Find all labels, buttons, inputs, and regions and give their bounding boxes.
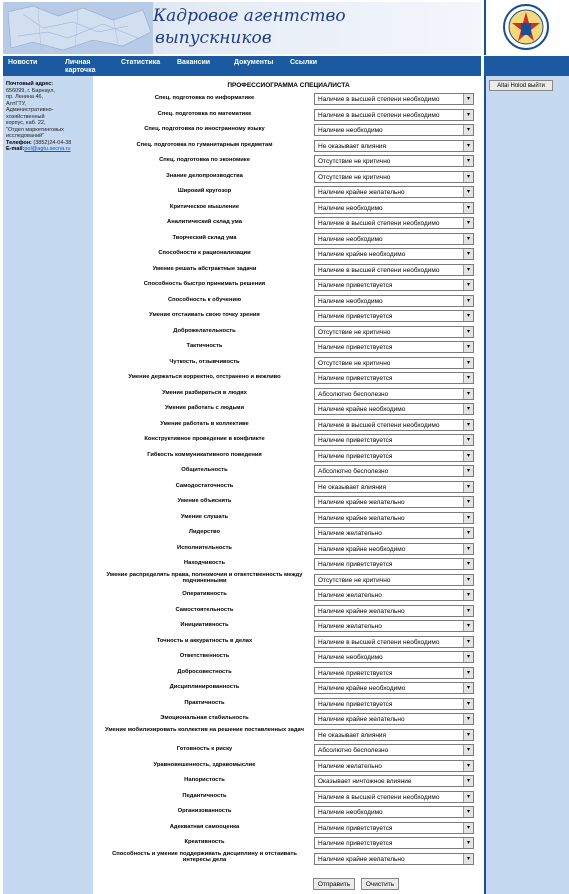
select-value: Наличие приветствуется xyxy=(318,700,393,708)
select-value: Наличие приветствуется xyxy=(318,282,393,289)
select-value: Абсолютно бесполезно xyxy=(318,390,389,398)
address-heading: Почтовый адрес: xyxy=(6,81,54,87)
select-value: Наличие крайне желательно xyxy=(318,607,405,615)
rating-select[interactable] xyxy=(314,93,474,105)
rating-select[interactable] xyxy=(314,605,474,617)
row-label: Широкий кругозор xyxy=(177,188,232,194)
form-row xyxy=(93,139,484,154)
rating-select[interactable] xyxy=(314,202,474,214)
rating-select[interactable] xyxy=(314,403,474,415)
form-row xyxy=(93,852,484,867)
row-label: Способность к обучению xyxy=(167,296,242,303)
select-value: Наличие приветствуется xyxy=(318,669,393,677)
chevron-down-icon[interactable]: ▾ xyxy=(463,683,473,693)
select-value: Наличие желательно xyxy=(318,592,382,599)
row-label: Спец. подготовка по информатике xyxy=(154,95,255,101)
form-row xyxy=(93,573,484,588)
select-value: Наличие необходимо xyxy=(318,297,383,305)
row-label: Самодостаточность xyxy=(175,482,234,489)
row-label: Умение слушать xyxy=(180,513,229,520)
form-row xyxy=(93,201,484,216)
rating-select[interactable] xyxy=(314,682,474,694)
select-value: Наличие приветствуется xyxy=(318,824,393,832)
form-row xyxy=(93,542,484,557)
form-row xyxy=(93,108,484,123)
address-line: пр. Ленина 46, xyxy=(6,94,44,100)
rating-select[interactable] xyxy=(314,729,474,741)
row-label: Спец. подготовка по экономике xyxy=(159,157,250,163)
form-row xyxy=(93,526,484,541)
rating-select[interactable] xyxy=(314,357,474,369)
chevron-down-icon[interactable]: ▾ xyxy=(463,513,473,523)
rating-select[interactable] xyxy=(314,388,474,400)
row-label: Способность быстро принимать решения xyxy=(143,281,266,287)
select-value: Не оказывает влияния xyxy=(318,142,387,150)
form-row xyxy=(93,433,484,448)
rating-select[interactable] xyxy=(314,713,474,725)
row-label: Умение объяснять xyxy=(177,498,232,504)
chevron-down-icon[interactable]: ▾ xyxy=(463,807,473,817)
form-row xyxy=(93,247,484,262)
row-label: Гибкость коммуникативного поведения xyxy=(147,451,262,458)
form-row xyxy=(93,340,484,355)
email-label: E-mail: xyxy=(6,146,25,152)
chevron-down-icon[interactable]: ▾ xyxy=(463,311,473,321)
address-line: Административно- xyxy=(6,107,54,113)
select-value: Не оказывает влияния xyxy=(318,731,387,739)
rating-select[interactable] xyxy=(314,155,474,167)
sidebar xyxy=(3,76,93,894)
address-line: хозяйственный xyxy=(6,113,45,120)
form-row xyxy=(93,495,484,510)
row-label: Спец. подготовка по математике xyxy=(157,110,252,117)
rating-select[interactable] xyxy=(314,124,474,136)
email-link[interactable]: pol@agtu.secna.ru xyxy=(24,146,71,152)
form-row xyxy=(93,805,484,820)
row-label: Умение решать абстрактные задачи xyxy=(152,265,257,272)
select-value: Наличие приветствуется xyxy=(318,437,393,444)
row-label: Чуткость, отзывчивость xyxy=(169,358,240,365)
row-label: Точность и аккуратность в делах xyxy=(156,637,253,644)
chevron-down-icon[interactable]: ▾ xyxy=(463,218,473,228)
chevron-down-icon[interactable]: ▾ xyxy=(463,559,473,569)
chevron-down-icon[interactable]: ▾ xyxy=(463,110,473,120)
select-value: Отсутствие не критично xyxy=(318,359,391,367)
chevron-down-icon[interactable]: ▾ xyxy=(463,203,473,213)
header xyxy=(0,0,569,55)
select-value: Абсолютно бесполезно xyxy=(318,747,389,754)
phone-label: Телефон: xyxy=(6,139,32,146)
chevron-down-icon[interactable]: ▾ xyxy=(463,544,473,554)
select-value: Наличие приветствуется xyxy=(318,840,393,847)
select-value: Наличие необходимо xyxy=(318,654,383,661)
row-label: Добросовестность xyxy=(177,668,232,675)
select-value: Наличие крайне необходимо xyxy=(318,545,406,553)
rating-select[interactable] xyxy=(314,372,474,384)
rating-select[interactable] xyxy=(314,496,474,508)
chevron-down-icon[interactable]: ▾ xyxy=(463,358,473,368)
select-value: Оказывает ничтожное влияние xyxy=(318,778,412,785)
row-label: Эмоциональная стабильность xyxy=(160,715,249,721)
rating-select[interactable] xyxy=(314,341,474,353)
chevron-down-icon[interactable]: ▾ xyxy=(463,730,473,740)
form-row xyxy=(93,449,484,464)
form-row xyxy=(93,635,484,650)
rating-select[interactable] xyxy=(314,853,474,865)
chevron-down-icon[interactable]: ▾ xyxy=(463,156,473,166)
select-value: Абсолютно бесполезно xyxy=(318,468,389,475)
form-row xyxy=(93,743,484,758)
chevron-down-icon[interactable]: ▾ xyxy=(463,94,473,104)
rating-select[interactable] xyxy=(314,295,474,307)
select-value: Наличие крайне желательно xyxy=(318,855,405,863)
select-value: Наличие крайне желательно xyxy=(318,499,405,506)
form-row xyxy=(93,325,484,340)
chevron-down-icon[interactable]: ▾ xyxy=(463,389,473,399)
row-label: Способность и умение поддерживать дисциплину и отстаивать интересы дела xyxy=(112,850,297,863)
rating-select[interactable] xyxy=(314,248,474,260)
chevron-down-icon[interactable]: ▾ xyxy=(463,280,473,290)
row-label: Знание делопроизводства xyxy=(166,172,243,179)
chevron-down-icon[interactable]: ▾ xyxy=(463,141,473,151)
address-line: АлтГТУ, xyxy=(6,100,27,107)
row-label: Креативность xyxy=(184,839,225,845)
row-label: Умение держаться корректно, отстранено и вежливо xyxy=(128,374,281,380)
select-value: Наличие приветствуется xyxy=(318,561,393,568)
site-title xyxy=(153,5,346,49)
select-value: Наличие крайне необходимо xyxy=(318,406,406,413)
form-row xyxy=(93,123,484,138)
address-line: 656099, г. Барнаул, xyxy=(6,87,55,94)
rating-select[interactable] xyxy=(314,419,474,431)
select-value: Наличие желательно xyxy=(318,623,382,630)
form-row xyxy=(93,464,484,479)
chevron-down-icon[interactable]: ▾ xyxy=(463,776,473,786)
select-value: Наличие приветствуется xyxy=(318,344,393,351)
row-label: Напористость xyxy=(184,777,225,783)
chevron-down-icon[interactable]: ▾ xyxy=(463,699,473,709)
form-row xyxy=(93,309,484,324)
form-row xyxy=(93,371,484,386)
row-label: Спец. подготовка по иностранному языку xyxy=(144,126,265,132)
row-label: Ответственность xyxy=(179,653,230,659)
form-title: ПРОФЕССИОГРАММА СПЕЦИАЛИСТА xyxy=(227,82,350,89)
row-label: Общительность xyxy=(181,467,228,473)
form-row xyxy=(93,836,484,851)
user-panel xyxy=(484,76,569,894)
select-value: Отсутствие не критично xyxy=(318,158,391,165)
row-label: Умение работать с людьми xyxy=(164,405,245,411)
row-label: Тактичность xyxy=(186,343,223,349)
rating-select[interactable] xyxy=(314,217,474,229)
nav-item-vacancies[interactable]: Вакансии xyxy=(177,59,211,66)
rating-select[interactable] xyxy=(314,589,474,601)
profile-form xyxy=(93,76,484,894)
form-row xyxy=(93,402,484,417)
select-value: Наличие в высшей степени необходимо xyxy=(318,638,440,646)
chevron-down-icon[interactable]: ▾ xyxy=(463,234,473,244)
select-value: Наличие в высшей степени необходимо xyxy=(318,266,440,274)
rating-select[interactable] xyxy=(314,434,474,446)
chevron-down-icon[interactable]: ▾ xyxy=(463,714,473,724)
row-label: Аналитический склад ума xyxy=(167,219,242,225)
rating-select[interactable] xyxy=(314,310,474,322)
select-value: Наличие необходимо xyxy=(318,204,383,212)
row-label: Педантичность xyxy=(182,792,227,799)
select-value: Наличие необходимо xyxy=(318,235,383,243)
rating-select[interactable] xyxy=(314,667,474,679)
chevron-down-icon[interactable]: ▾ xyxy=(463,420,473,430)
form-row xyxy=(93,712,484,727)
row-label: Готовность к риску xyxy=(176,746,233,752)
rating-select[interactable] xyxy=(314,171,474,183)
form-row xyxy=(93,294,484,309)
rating-select[interactable] xyxy=(314,558,474,570)
form-row xyxy=(93,728,484,743)
form-row xyxy=(93,666,484,681)
nav-item-statistics[interactable]: Статистика xyxy=(121,59,161,66)
chevron-down-icon[interactable]: ▾ xyxy=(463,482,473,492)
select-value: Наличие желательно xyxy=(318,762,382,770)
chevron-down-icon[interactable]: ▾ xyxy=(463,296,473,306)
rating-select[interactable] xyxy=(314,574,474,586)
form-row xyxy=(93,604,484,619)
rating-select[interactable] xyxy=(314,822,474,834)
chevron-down-icon[interactable]: ▾ xyxy=(463,668,473,678)
select-value: Наличие крайне желательно xyxy=(318,716,405,723)
form-row xyxy=(93,480,484,495)
select-value: Наличие в высшей степени необходимо xyxy=(318,793,440,801)
chevron-down-icon[interactable]: ▾ xyxy=(463,637,473,647)
rating-select[interactable] xyxy=(314,186,474,198)
row-label: Способности к рационализации xyxy=(158,250,251,256)
chevron-down-icon[interactable]: ▾ xyxy=(463,466,473,476)
chevron-down-icon[interactable]: ▾ xyxy=(463,172,473,182)
site-title-line1: Кадровое агентство xyxy=(153,6,346,26)
form-row xyxy=(93,418,484,433)
rating-select[interactable] xyxy=(314,512,474,524)
nav-item-news[interactable]: Новости xyxy=(8,59,38,66)
rating-select[interactable] xyxy=(314,543,474,555)
row-label: Самостоятельность xyxy=(175,606,234,613)
select-value: Отсутствие не критично xyxy=(318,173,391,181)
submit-button[interactable]: Отправить xyxy=(313,878,355,890)
form-row xyxy=(93,759,484,774)
chevron-down-icon[interactable]: ▾ xyxy=(463,761,473,771)
select-value: Отсутствие не критично xyxy=(318,576,391,584)
form-row xyxy=(93,650,484,665)
chevron-down-icon[interactable]: ▾ xyxy=(463,606,473,616)
form-row xyxy=(93,387,484,402)
select-value: Не оказывает влияния xyxy=(318,483,387,491)
select-value: Наличие необходимо xyxy=(318,127,383,134)
form-row xyxy=(93,821,484,836)
form-row xyxy=(93,278,484,293)
rating-select[interactable] xyxy=(314,760,474,772)
rating-select[interactable] xyxy=(314,481,474,493)
rating-select[interactable] xyxy=(314,233,474,245)
rating-select[interactable] xyxy=(314,806,474,818)
rating-select[interactable] xyxy=(314,465,474,477)
phone-value: (3852)24-04-38 xyxy=(33,139,72,146)
select-value: Наличие крайне желательно xyxy=(318,514,405,522)
select-value: Наличие желательно xyxy=(318,530,382,537)
chevron-down-icon[interactable]: ▾ xyxy=(463,451,473,461)
form-row xyxy=(93,557,484,572)
form-row xyxy=(93,170,484,185)
chevron-down-icon[interactable]: ▾ xyxy=(463,373,473,383)
select-value: Наличие крайне желательно xyxy=(318,189,405,196)
chevron-down-icon[interactable]: ▾ xyxy=(463,125,473,135)
nav-item-documents[interactable]: Документы xyxy=(234,59,274,66)
row-label: Лидерство xyxy=(188,529,221,535)
row-label: Умение отстаивать свою точку зрения xyxy=(149,312,260,318)
nav-right-strip xyxy=(484,56,569,76)
university-emblem-icon xyxy=(502,3,550,51)
select-value: Наличие в высшей степени необходимо xyxy=(318,220,440,227)
rating-select[interactable] xyxy=(314,264,474,276)
rating-select[interactable] xyxy=(314,450,474,462)
row-label: Доброжелательность xyxy=(173,327,236,334)
row-label: Умение мобилизировать коллектив на решение поставленных задач xyxy=(105,726,304,733)
main-nav xyxy=(3,56,481,76)
row-label: Конструктивное проведение в конфликте xyxy=(144,436,265,442)
chevron-down-icon[interactable]: ▾ xyxy=(463,249,473,259)
chevron-down-icon[interactable]: ▾ xyxy=(463,404,473,414)
nav-item-personal-card[interactable]: Личная карточка xyxy=(65,59,96,74)
form-row xyxy=(93,511,484,526)
select-value: Наличие в высшей степени необходимо xyxy=(318,421,440,429)
rating-select[interactable] xyxy=(314,109,474,121)
chevron-down-icon[interactable]: ▾ xyxy=(463,342,473,352)
rating-select[interactable] xyxy=(314,140,474,152)
chevron-down-icon[interactable]: ▾ xyxy=(463,838,473,848)
rating-select[interactable] xyxy=(314,744,474,756)
form-buttons xyxy=(93,878,484,892)
address-line: корпус, каб. 22, xyxy=(6,120,46,126)
select-value: Наличие приветствуется xyxy=(318,452,393,460)
rating-select[interactable] xyxy=(314,698,474,710)
form-row xyxy=(93,185,484,200)
chevron-down-icon[interactable]: ▾ xyxy=(463,528,473,538)
row-label: Умение разбираться в людях xyxy=(162,389,247,396)
row-label: Умение работать в коллективе xyxy=(160,420,249,427)
chevron-down-icon[interactable]: ▾ xyxy=(463,652,473,662)
header-banner xyxy=(3,2,481,54)
row-label: Творческий склад ума xyxy=(172,234,237,241)
row-label: Находчивость xyxy=(183,560,226,566)
select-value: Отсутствие не критично xyxy=(318,328,391,336)
chevron-down-icon[interactable]: ▾ xyxy=(463,590,473,600)
form-row xyxy=(93,774,484,789)
logout-button[interactable]: Altai Holod выйти xyxy=(489,80,553,91)
rating-select[interactable] xyxy=(314,527,474,539)
form-row xyxy=(93,92,484,107)
row-label: Дисциплинированность xyxy=(169,684,240,690)
row-label: Исполнительность xyxy=(177,544,232,551)
chevron-down-icon[interactable]: ▾ xyxy=(463,327,473,337)
rating-select[interactable] xyxy=(314,326,474,338)
form-row xyxy=(93,619,484,634)
form-row xyxy=(93,681,484,696)
chevron-down-icon[interactable]: ▾ xyxy=(463,854,473,864)
row-label: Уравновешенность, здравомыслие xyxy=(153,761,256,768)
rating-select[interactable] xyxy=(314,651,474,663)
select-value: Наличие приветствуется xyxy=(318,375,393,382)
rating-select[interactable] xyxy=(314,775,474,787)
select-value: Наличие приветствуется xyxy=(318,313,393,320)
chevron-down-icon[interactable]: ▾ xyxy=(463,745,473,755)
form-row xyxy=(93,154,484,169)
nav-item-links[interactable]: Ссылки xyxy=(290,59,318,66)
form-row xyxy=(93,356,484,371)
chevron-down-icon[interactable]: ▾ xyxy=(463,823,473,833)
clear-button[interactable]: Очистить xyxy=(361,878,399,890)
form-row xyxy=(93,232,484,247)
select-value: Наличие необходимо xyxy=(318,809,383,816)
rating-select[interactable] xyxy=(314,636,474,648)
address-line: исследований" xyxy=(6,133,45,139)
row-label: Практичность xyxy=(184,699,225,706)
form-row xyxy=(93,790,484,805)
chevron-down-icon[interactable]: ▾ xyxy=(463,265,473,275)
row-label: Организованность xyxy=(177,808,232,814)
chevron-down-icon[interactable]: ▾ xyxy=(463,187,473,197)
select-value: Наличие в высшей степени необходимо xyxy=(318,96,440,103)
chevron-down-icon[interactable]: ▾ xyxy=(463,575,473,585)
form-row xyxy=(93,697,484,712)
row-label: Адекватная самооценка xyxy=(169,823,240,830)
select-value: Наличие в высшей степени необходимо xyxy=(318,111,440,119)
rating-select[interactable] xyxy=(314,837,474,849)
row-label: Оперативность xyxy=(182,591,227,597)
chevron-down-icon[interactable]: ▾ xyxy=(463,497,473,507)
row-label: Умение распределять права, полномочия и ответственность между подчиненными xyxy=(106,571,303,584)
chevron-down-icon[interactable]: ▾ xyxy=(463,792,473,802)
address-line: "Отдел маркетинговых xyxy=(6,126,64,133)
map-graphic xyxy=(3,2,153,54)
rating-select[interactable] xyxy=(314,791,474,803)
form-row xyxy=(93,216,484,231)
select-value: Наличие крайне необходимо xyxy=(318,685,406,692)
form-row xyxy=(93,588,484,603)
chevron-down-icon[interactable]: ▾ xyxy=(463,435,473,445)
email-line xyxy=(6,146,90,153)
logo-area xyxy=(484,0,569,55)
select-value: Наличие крайне необходимо xyxy=(318,251,406,258)
form-row xyxy=(93,263,484,278)
rating-select[interactable] xyxy=(314,620,474,632)
rating-select[interactable] xyxy=(314,279,474,291)
row-label: Критическое мышление xyxy=(169,203,240,210)
chevron-down-icon[interactable]: ▾ xyxy=(463,621,473,631)
site-title-line2: выпускников xyxy=(155,28,272,48)
row-label: Инициативность xyxy=(180,622,229,628)
row-label: Спец. подготовка по гуманитарным предметам xyxy=(136,141,273,148)
